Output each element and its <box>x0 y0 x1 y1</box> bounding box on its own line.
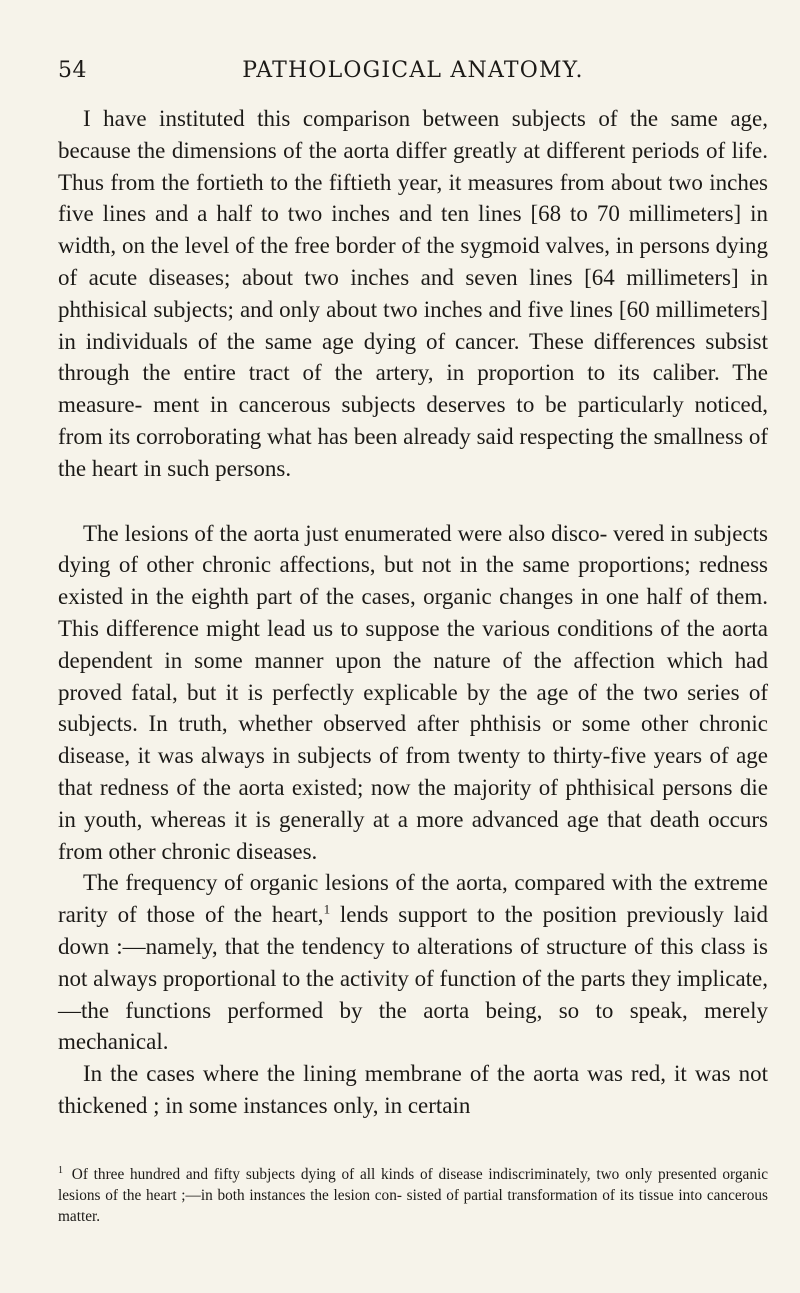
paragraph-frequency-end: lends support to the position previously laid down :—namely, that the tendency to alterations of structure of this class is not always proportional to the activity of function of the parts they implicate,—the functions performed by the aorta being, so to speak, merely mechanical. <box>58 902 768 1055</box>
footnote <box>58 1160 768 1227</box>
paragraph-lining-membrane: In the cases where the lining membrane of the aorta was red, it was not thickened ; in some instances only, in certain <box>58 1061 768 1118</box>
page-header <box>58 58 768 88</box>
main-text <box>58 103 768 1122</box>
paragraph-frequency-start: The frequency of organic lesions of the aorta, compared with the extreme rarity of those of the heart, <box>58 870 768 928</box>
page-number: 54 <box>58 58 87 83</box>
paragraph-lesions: The lesions of the aorta just enumerated were also disco- vered in subjects dying of other chronic affections, but not in the same proportions; redness existed in the eighth part of the cases, organic changes in one half of them. This difference might lead us to suppose the various conditions of the aorta dependent in some manner upon the nature of the affection which had proved fatal, but it is perfectly explicable by the age of the two series of subjects. In truth, whether observed after phthisis or some other chronic disease, it was always in subjects of from twenty to thirty-five years of age that redness of the aorta existed; now the majority of phthisical persons die in youth, whereas it is generally at a more advanced age that death occurs from other chronic diseases. <box>58 520 768 864</box>
footnote-text: Of three hundred and fifty subjects dying of all kinds of disease indiscriminately, two only presented organic lesions of the heart ;—in both instances the lesion con- sisted of partial transformation of its tissue into cancerous matter. <box>58 1166 769 1226</box>
paragraph-gap <box>58 485 768 518</box>
paragraph-frequency <box>58 867 768 1058</box>
paragraph-comparison: I have instituted this comparison between subjects of the same age, because the dimensions of the aorta differ greatly at different periods of life. Thus from the fortieth to the fiftieth year, it measures from about two inches five lines and a half to two inches and ten lines [68 to 70 millimeters] in width, on the level of the free border of the sygmoid valves, in persons dying of acute diseases; about two inches and seven lines [64 millimeters] in phthisical subjects; and only about two inches and five lines [60 millimeters] in individuals of the same age dying of cancer. These differences subsist through the entire tract of the artery, in proportion to its caliber. The measure- ment in cancerous subjects deserves to be particularly noticed, from its corroborating what has been already said respecting the smallness of the heart in such persons. <box>58 106 768 481</box>
footnote-reference: 1 <box>323 901 331 917</box>
running-title: PATHOLOGICAL ANATOMY. <box>242 58 584 83</box>
footnote-marker: 1 <box>58 1165 63 1176</box>
